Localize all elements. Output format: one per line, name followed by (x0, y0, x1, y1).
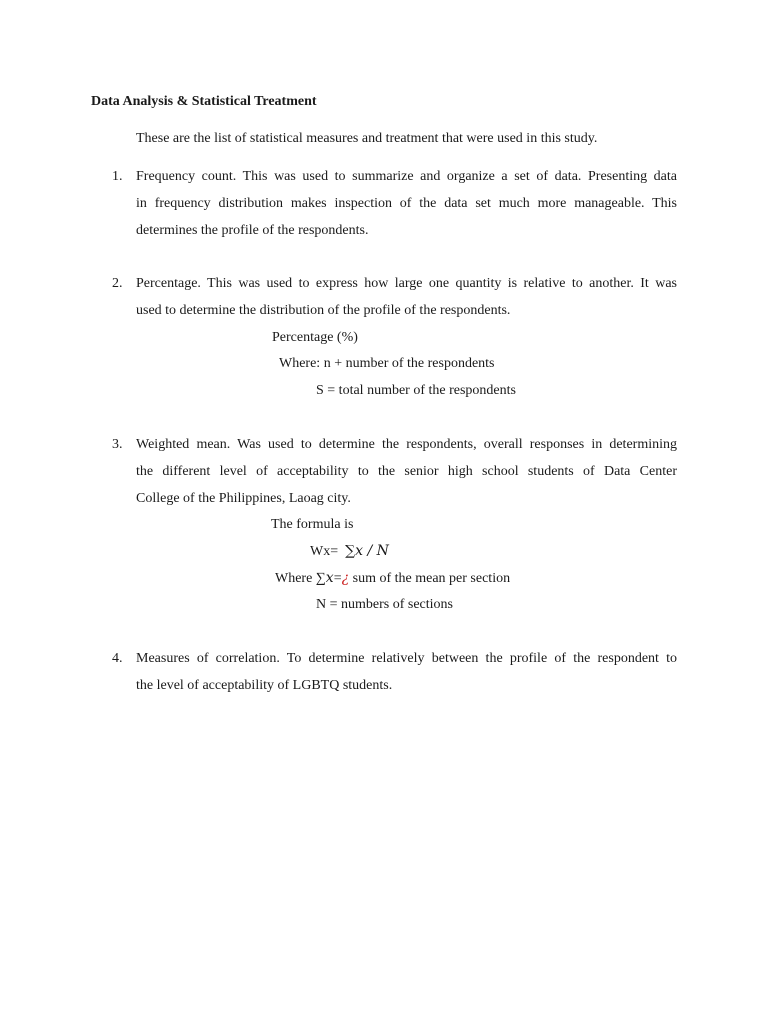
weighted-mean-n-definition: N = numbers of sections (316, 597, 453, 612)
text-line: the different level of acceptability to the senior high school students of Data Center (136, 464, 677, 479)
list-item-text (136, 431, 677, 512)
section-heading: Data Analysis & Statistical Treatment (91, 94, 317, 109)
where-equals: = (333, 571, 342, 586)
where-prefix: Where ∑ (275, 571, 326, 586)
text-line: determines the profile of the respondents. (136, 223, 369, 238)
list-number: 2. (112, 276, 123, 291)
weighted-mean-formula (310, 542, 389, 561)
intro-paragraph: These are the list of statistical measures and treatment that were used in this study. (136, 131, 598, 146)
list-item-percentage (112, 270, 677, 324)
list-item-frequency-count (112, 163, 677, 244)
list-number: 3. (112, 437, 123, 452)
percentage-where-s: S = total number of the respondents (316, 383, 516, 398)
list-item-text (136, 645, 677, 699)
list-number: 1. (112, 169, 123, 184)
formula-intro: The formula is (271, 517, 354, 532)
text-line: Frequency count. This was used to summarize and organize a set of data. Presenting data (136, 169, 677, 184)
text-line: the level of acceptability of LGBTQ students. (136, 678, 393, 693)
list-item-correlation (112, 645, 677, 699)
where-variable: x (325, 570, 334, 586)
weighted-mean-where (275, 569, 510, 588)
list-item-text (136, 270, 677, 324)
text-line: in frequency distribution makes inspection of the data set much more manageable. This (136, 196, 677, 211)
text-line: College of the Philippines, Laoag city. (136, 491, 351, 506)
list-number: 4. (112, 651, 123, 666)
formula-rhs: ∑x / N (345, 543, 389, 559)
percentage-where-n: Where: n + number of the respondents (279, 356, 495, 371)
list-item-text (136, 163, 677, 244)
text-line: Percentage. This was used to express how large one quantity is relative to another. It was (136, 276, 677, 291)
percentage-formula-label: Percentage (%) (272, 330, 358, 345)
formula-lhs: Wx= (310, 544, 339, 559)
text-line: Measures of correlation. To determine relatively between the profile of the respondent to (136, 651, 677, 666)
list-item-weighted-mean (112, 431, 677, 512)
text-line: used to determine the distribution of the profile of the respondents. (136, 303, 511, 318)
text-line: Weighted mean. Was used to determine the respondents, overall responses in determining (136, 437, 677, 452)
where-suffix: sum of the mean per section (349, 571, 511, 586)
where-glyph: ¿ (341, 570, 350, 586)
